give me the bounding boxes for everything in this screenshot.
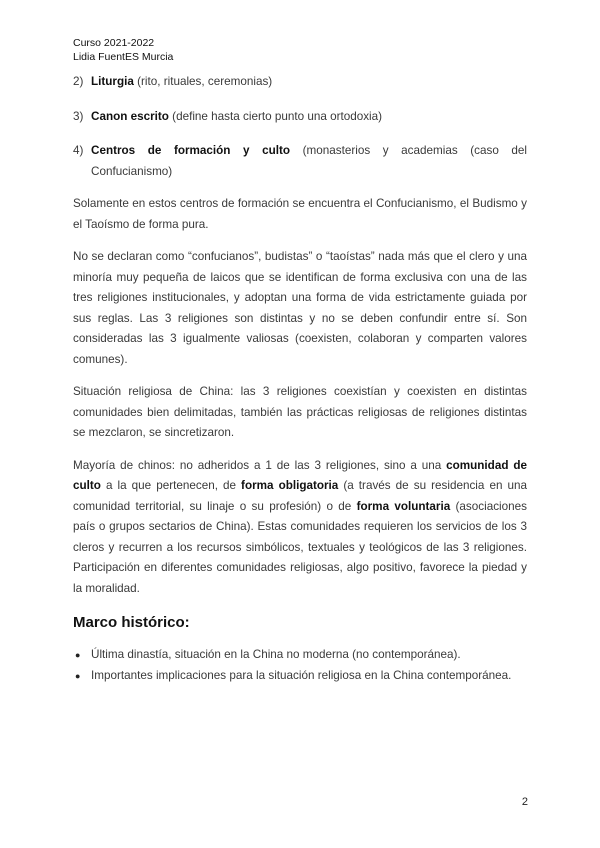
- list-item-text: (rito, rituales, ceremonias): [133, 75, 273, 88]
- paragraph-centros: Solamente en estos centros de formación se encuentra el Confucianismo, el Budismo y el Taoísmo de forma pura.: [73, 197, 527, 231]
- paragraph-mayoria-chinos: [73, 456, 527, 600]
- list-item-term: Centros de formación y culto: [91, 144, 291, 157]
- text-run: (a través de su residencia en una comunidad territorial, su linaje o su profesión) o de: [73, 479, 527, 513]
- page-header: [73, 36, 173, 64]
- list-item: [73, 72, 527, 93]
- text-run: Mayoría de chinos: no adheridos a 1 de las 3 religiones, sino a una: [73, 458, 447, 472]
- paragraph-situacion-religiosa: Situación religiosa de China: las 3 religiones coexistían y coexisten en distintas comunidades bien delimitadas, también las prácticas religiosas de religiones distintas se mezclaron, se sincretizaron.: [73, 385, 527, 439]
- list-item-term: Liturgia: [91, 75, 134, 88]
- page-number: 2: [521, 796, 528, 808]
- bullet-text: Importantes implicaciones para la situación religiosa en la China contemporánea.: [91, 668, 512, 682]
- course-label: Curso 2021-2022: [73, 37, 155, 49]
- bold-term: forma voluntaria: [356, 499, 451, 513]
- author-label: Lidia FuentES Murcia: [73, 51, 174, 63]
- bullet-dot-icon: ●: [75, 670, 81, 681]
- bold-term: forma obligatoria: [241, 479, 339, 492]
- text-run: a la que pertenecen, de: [100, 479, 242, 492]
- bullet-item: [73, 666, 527, 687]
- bullet-list: [73, 645, 527, 686]
- bullet-text: Última dinastía, situación en la China no moderna (no contemporánea).: [91, 648, 461, 661]
- section-heading: Marco histórico:: [73, 614, 190, 631]
- bullet-item: [73, 645, 527, 666]
- list-item-term: Canon escrito: [91, 109, 169, 123]
- list-item: [73, 107, 527, 128]
- list-item: [73, 141, 527, 182]
- list-item-number: 3): [73, 109, 84, 123]
- paragraph-identificacion: No se declaran como “confucianos”, budistas” o “taoístas” nada más que el clero y una minoría muy pequeña de laicos que se identifican de forma exclusiva con una de las tres religiones institucionales, y adoptan una forma de vida estrictamente guiada por sus reglas. Las 3 religiones son distintas y no se deben confundir entre sí. Son consideradas las 3 igualmente valiosas (coexisten, colaboran y comparten valores comunes).: [73, 250, 527, 366]
- list-item-text: (monasterios y academias (caso del Confucianismo): [91, 144, 528, 178]
- document-body: [73, 72, 527, 686]
- bullet-dot-icon: ●: [75, 650, 81, 660]
- list-item-text: (define hasta cierto punto una ortodoxia): [168, 109, 383, 123]
- text-run: (asociaciones país o grupos sectarios de China). Estas comunidades requieren los servicios de los 3 cleros y recurren a los recursos simbólicos, textuales y teológicos de las 3 religiones. Participación en diferentes comunidades religiosas, algo positivo, favorece la piedad y la moralidad.: [73, 499, 528, 595]
- bold-term: comunidad de culto: [73, 458, 527, 492]
- list-item-number: 4): [73, 144, 84, 157]
- list-item-number: 2): [73, 75, 84, 88]
